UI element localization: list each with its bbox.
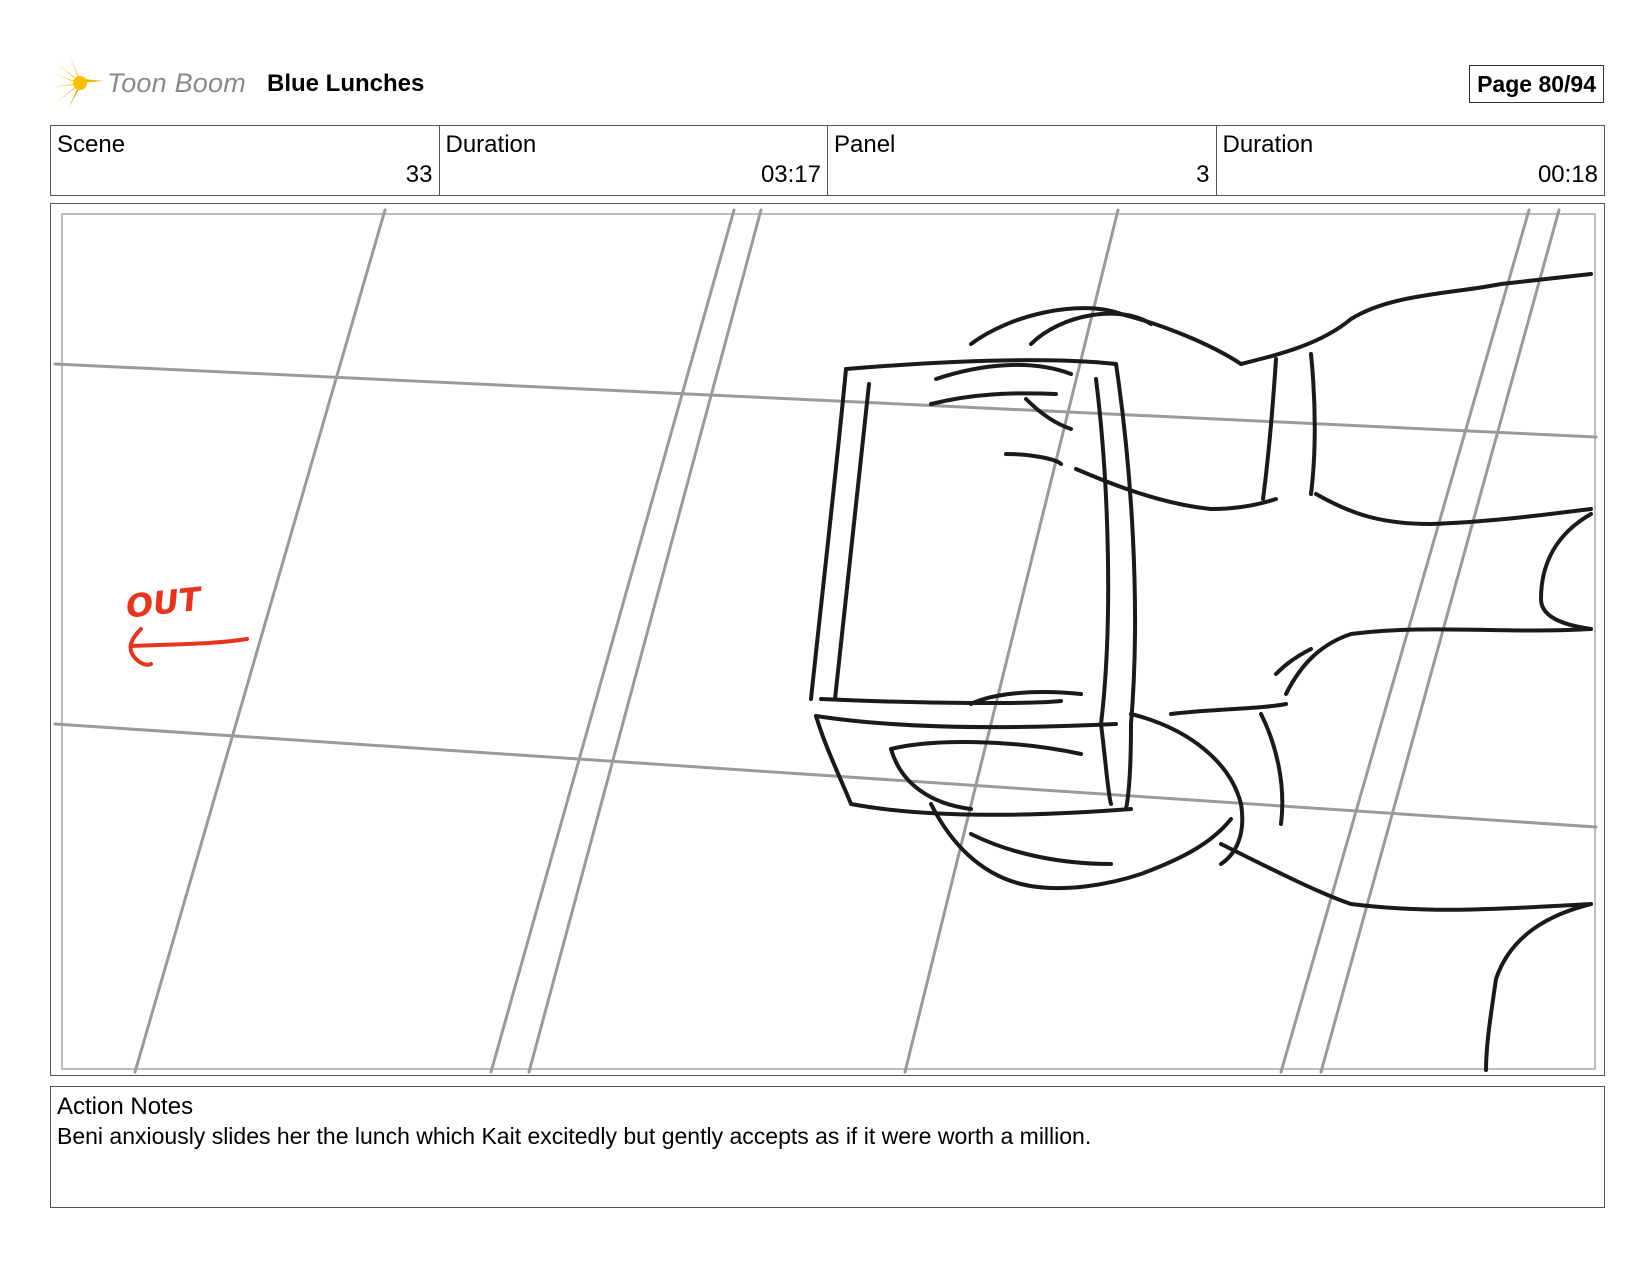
scene-value: 33 — [405, 161, 433, 188]
panel-info-row — [50, 125, 1605, 196]
toon-boom-logo — [52, 55, 252, 111]
action-notes-text: Beni anxiously slides her the lunch which Kait excitedly but gently accepts as if it were worth a million. — [57, 1123, 1092, 1149]
project-title: Blue Lunches — [267, 70, 425, 97]
page-number: Page 80/94 — [1469, 65, 1604, 103]
scene-duration-value: 03:17 — [760, 161, 821, 188]
panel-cell — [828, 126, 1217, 195]
out-arrow-icon — [131, 629, 247, 665]
scene-cell — [51, 126, 440, 195]
action-notes — [50, 1086, 1605, 1208]
panel-duration-cell — [1217, 126, 1605, 195]
panel-label: Panel — [834, 131, 896, 158]
scene-duration-label: Duration — [445, 131, 537, 158]
scene-duration-cell — [440, 126, 829, 195]
out-annotation: OUT — [124, 579, 203, 626]
logo-text: Toon Boom — [107, 68, 246, 98]
panel-value: 3 — [1196, 161, 1210, 188]
panel-duration-value: 00:18 — [1537, 161, 1598, 188]
hands-holding-lunchbox — [811, 274, 1591, 1070]
panel-sketch — [51, 204, 1606, 1077]
floor-grid — [55, 210, 1596, 1072]
panel-duration-label: Duration — [1222, 131, 1314, 158]
scene-label: Scene — [57, 131, 126, 158]
starburst-icon — [52, 57, 108, 109]
page-header — [52, 55, 1604, 111]
action-notes-label: Action Notes — [57, 1093, 194, 1120]
storyboard-panel — [50, 203, 1605, 1076]
